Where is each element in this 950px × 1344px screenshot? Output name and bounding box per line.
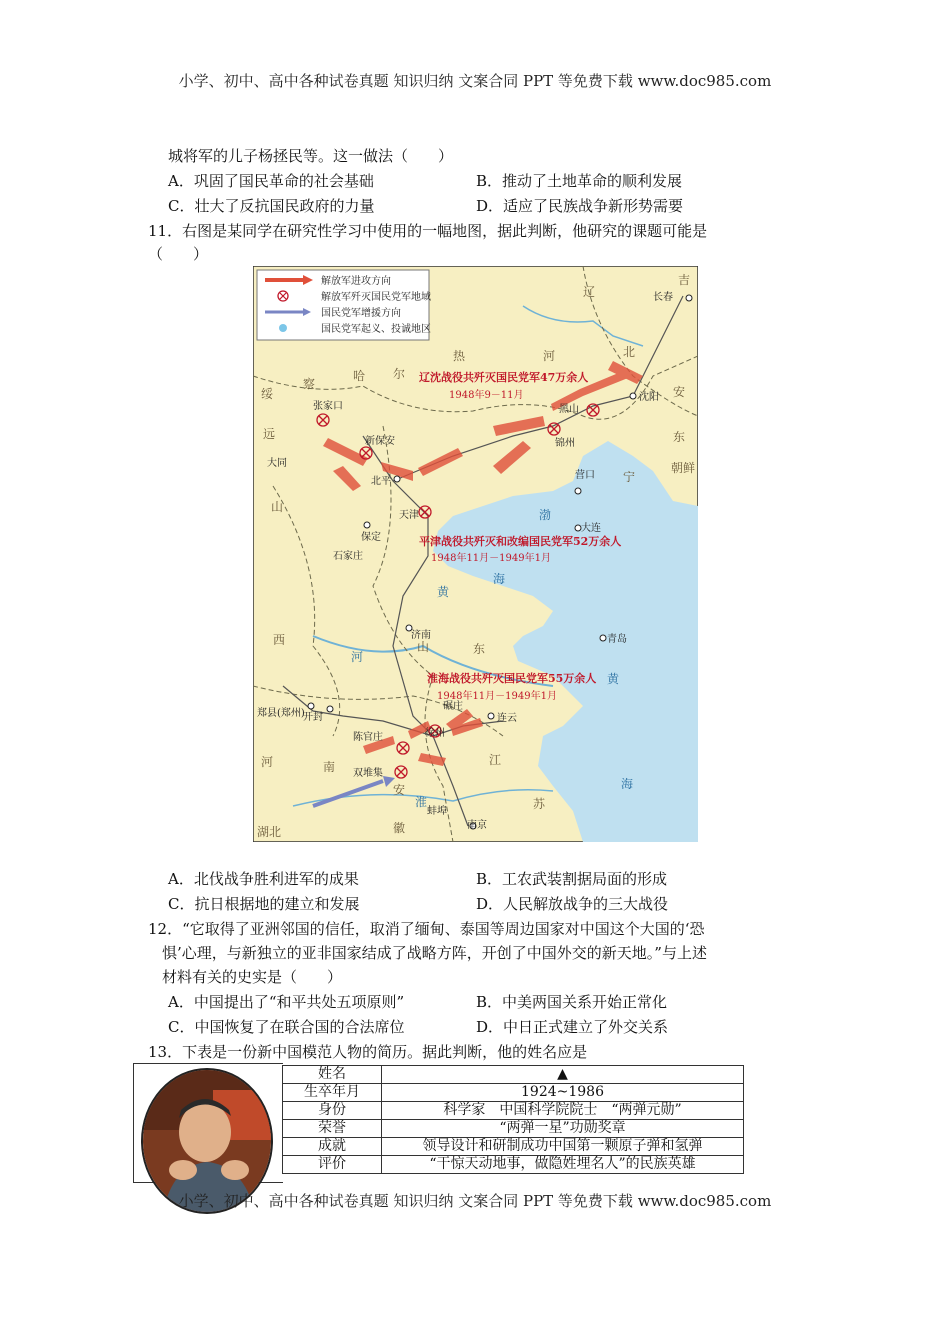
table-row: [283, 1138, 744, 1156]
city-label: 大连: [581, 523, 601, 534]
q11-option-c: C．抗日根据地的建立和发展: [168, 895, 360, 913]
city-label: 营口: [575, 470, 595, 481]
page-footer: 小学、初中、高中各种试卷真题 知识归纳 文案合同 PPT 等免费下载 www.doc985.com: [178, 1192, 772, 1210]
city-label: 张家口: [313, 401, 343, 412]
campaign-huaihai: 淮海战役共歼灭国民党军55万余人: [427, 672, 597, 685]
region-label: 东: [473, 642, 486, 656]
campaign-pingjin: 平津战役共歼灭和改编国民党军52万余人: [419, 535, 622, 548]
region-label: 东: [673, 430, 686, 444]
q12-option-d: D．中日正式建立了外交关系: [476, 1018, 669, 1036]
region-label: 察: [303, 377, 316, 391]
campaign-liaoshen-date: 1948年9－11月: [449, 390, 524, 401]
page-header: 小学、初中、高中各种试卷真题 知识归纳 文案合同 PPT 等免费下载 www.doc985.com: [178, 72, 772, 90]
campaign-liaoshen: 辽沈战役共歼灭国民党军47万余人: [419, 371, 589, 384]
water-label: 黄: [437, 585, 450, 599]
city-label: 新保安: [365, 436, 395, 447]
region-label: 热: [453, 349, 466, 363]
q11-stem: 11．右图是某同学在研究性学习中使用的一幅地图，据此判断，他研究的课题可能是: [148, 222, 708, 240]
region-label: 宁: [623, 470, 636, 484]
legend-attack: 解放军进攻方向: [321, 276, 391, 287]
table-key: 生卒年月: [283, 1084, 382, 1102]
region-label: 江: [489, 753, 502, 767]
sea-label: 黄: [607, 672, 620, 686]
q12-option-b: B．中美两国关系开始正常化: [476, 993, 668, 1011]
table-key: 荣誉: [283, 1120, 382, 1138]
region-label: 吉: [678, 273, 691, 287]
region-label: 山: [417, 640, 430, 654]
region-label: 远: [263, 427, 276, 441]
q12-option-a: A．中国提出了“和平共处五项原则”: [168, 993, 405, 1011]
sea-label: 海: [493, 572, 506, 586]
region-label: 河: [543, 349, 556, 363]
table-row: [283, 1102, 744, 1120]
q10-option-c: C．壮大了反抗国民政府的力量: [168, 197, 375, 215]
table-row: [283, 1084, 744, 1102]
q12-stem-1: 12．“它取得了亚洲邻国的信任，取消了缅甸、泰国等周边国家对中国这个大国的‘恐: [148, 920, 705, 938]
q11-option-b: B．工农武装割据局面的形成: [476, 870, 668, 888]
table-value: ▲: [382, 1066, 744, 1084]
table-row: [283, 1066, 744, 1084]
q10-stem-tail: 城将军的儿子杨拯民等。这一做法（ ）: [168, 147, 454, 165]
water-label: 海: [621, 777, 634, 791]
water-label: 河: [351, 650, 364, 664]
water-label: 淮: [415, 795, 428, 809]
city-label: 济南: [411, 630, 431, 641]
city-label: 蚌埠: [427, 806, 447, 817]
q11-option-a: A．北伐战争胜利进军的成果: [168, 870, 359, 888]
city-label: 锦州: [555, 438, 575, 449]
city-label: 黑山: [559, 404, 579, 415]
city-label: 徐州: [425, 728, 445, 739]
table-value: “两弹一星”功勋奖章: [382, 1120, 744, 1138]
q10-option-b: B．推动了土地革命的顺利发展: [476, 172, 683, 190]
table-key: 身份: [283, 1102, 382, 1120]
city-label: 青岛: [607, 634, 627, 645]
table-key: 成就: [283, 1138, 382, 1156]
region-label: 河: [261, 755, 274, 769]
q10-option-d: D．适应了民族战争新形势需要: [476, 197, 684, 215]
table-key: 评价: [283, 1156, 382, 1174]
city-label: 保定: [361, 532, 381, 543]
liberation-war-campaign-map: [253, 266, 698, 842]
region-label: 朝鲜: [671, 461, 696, 475]
region-label: 安: [673, 385, 686, 399]
region-label: 绥: [261, 387, 274, 401]
city-label: 连云: [497, 713, 517, 724]
city-label: 大同: [267, 458, 287, 469]
city-label: 开封: [303, 712, 323, 723]
city-label: 天津: [399, 510, 419, 521]
city-label: 碾庄: [443, 701, 463, 712]
q11-option-d: D．人民解放战争的三大战役: [476, 895, 669, 913]
sea-label: 渤: [539, 508, 552, 522]
region-label: 南: [323, 760, 336, 774]
campaign-huaihai-date: 1948年11月－1949年1月: [437, 691, 557, 702]
region-label: 西: [273, 633, 286, 647]
region-label: 徽: [393, 821, 406, 835]
table-row: [283, 1156, 744, 1174]
campaign-pingjin-date: 1948年11月－1949年1月: [431, 553, 551, 564]
region-label: 山: [271, 500, 284, 514]
table-value: 领导设计和研制成功中国第一颗原子弹和氢弹: [382, 1138, 744, 1156]
q12-stem-3: 材料有关的史实是（ ）: [162, 968, 343, 986]
biography-table: [282, 1065, 744, 1174]
city-label: 北平: [371, 476, 391, 487]
city-label: 陈官庄: [353, 732, 383, 743]
table-value: “干惊天动地事，做隐姓埋名人”的民族英雄: [382, 1156, 744, 1174]
legend-annihilation: 解放军歼灭国民党军地域: [321, 292, 431, 303]
region-label: 安: [393, 783, 406, 797]
region-label: 哈: [353, 369, 366, 383]
region-label: 辽: [583, 285, 596, 299]
city-label: 双堆集: [353, 768, 383, 779]
region-label: 湖北: [257, 825, 282, 839]
legend-reinforce: 国民党军增援方向: [321, 308, 401, 319]
city-label: 长春: [653, 292, 673, 303]
table-value: 科学家 中国科学院院士 “两弹元勋”: [382, 1102, 744, 1120]
table-value: 1924~1986: [382, 1084, 744, 1102]
table-key: 姓名: [283, 1066, 382, 1084]
region-label: 北: [623, 345, 636, 359]
region-label: 尔: [393, 367, 406, 381]
city-label: 南京: [467, 820, 487, 831]
table-row: [283, 1120, 744, 1138]
q12-option-c: C．中国恢复了在联合国的合法席位: [168, 1018, 405, 1036]
q10-option-a: A．巩固了国民革命的社会基础: [168, 172, 374, 190]
q13-stem: 13．下表是一份新中国模范人物的简历。据此判断，他的姓名应是: [148, 1043, 588, 1061]
region-label: 苏: [533, 797, 546, 811]
city-label: 石家庄: [333, 551, 363, 562]
city-label: 沈阳: [639, 392, 659, 403]
q11-stem-paren: （ ）: [148, 245, 209, 263]
city-label: 郑县(郑州): [257, 708, 305, 719]
q12-stem-2: 惧’心理，与新独立的亚非国家结成了战略方阵，开创了中国外交的新天地。”与上述: [162, 944, 707, 962]
legend-uprising: 国民党军起义、投诚地区: [321, 324, 431, 335]
